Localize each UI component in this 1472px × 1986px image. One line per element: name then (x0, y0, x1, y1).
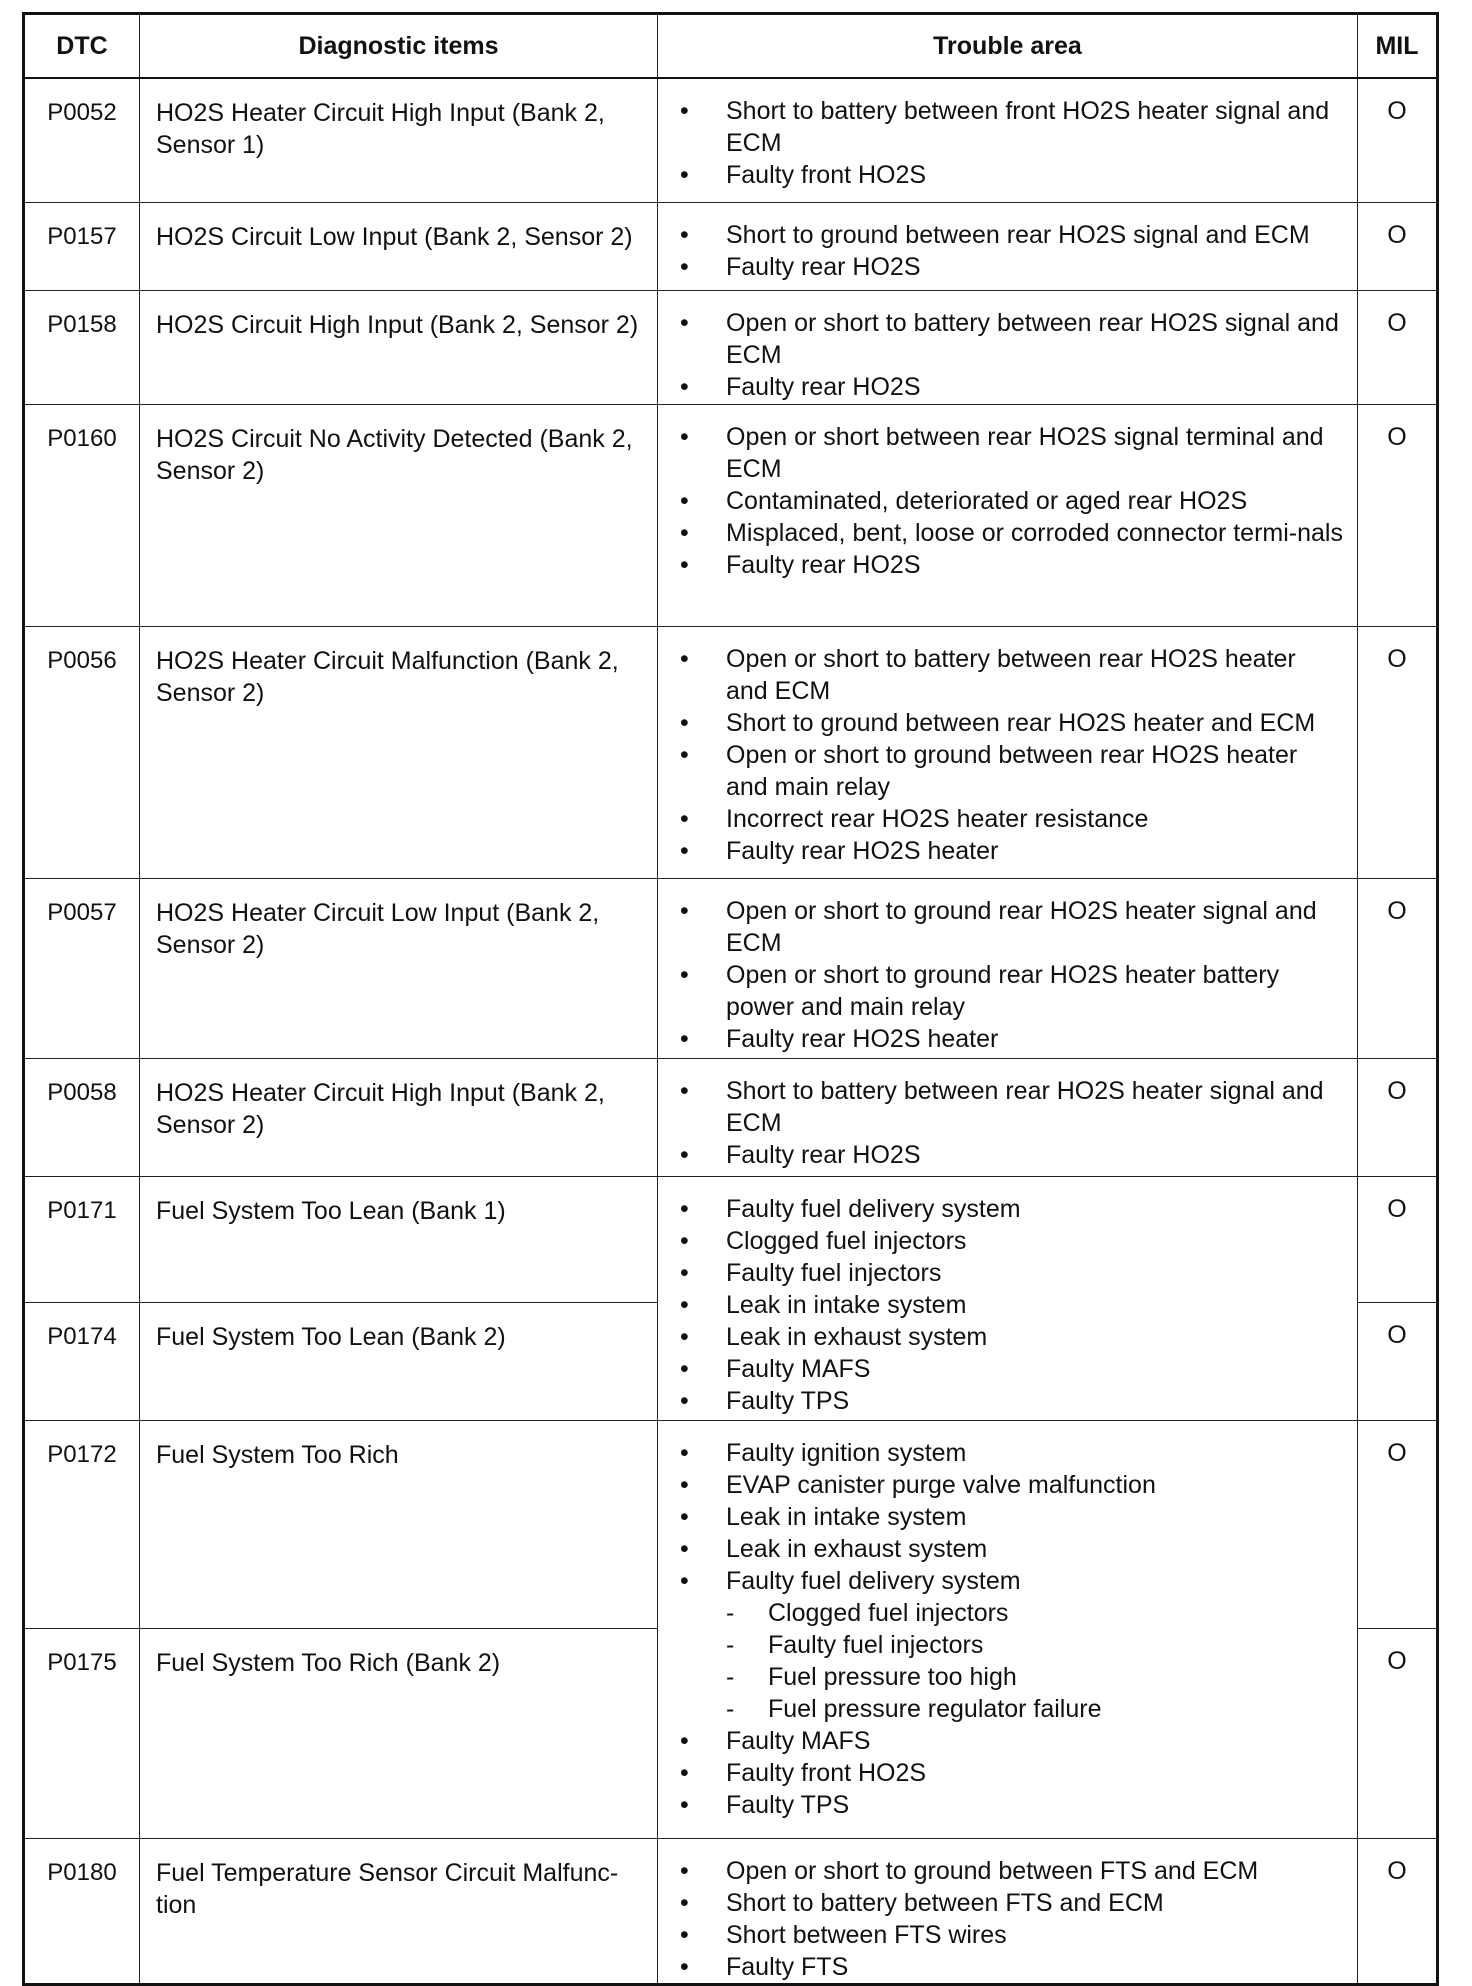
trouble-area (658, 202, 1358, 290)
table-row (24, 202, 1438, 290)
header-trouble-area: Trouble area (658, 14, 1358, 79)
diagnostic-item: Fuel Temperature Sensor Circuit Malfunc-tion (140, 1838, 658, 1984)
trouble-area (658, 626, 1358, 878)
table-row (24, 1838, 1438, 1984)
trouble-area (658, 1176, 1358, 1420)
list-item: • Misplaced, bent, loose or corroded connector termi-nals (676, 517, 1343, 549)
list-item: • Faulty fuel delivery system (676, 1193, 1343, 1225)
diagnostic-item: HO2S Circuit Low Input (Bank 2, Sensor 2) (140, 202, 658, 290)
header-row (24, 14, 1438, 79)
diagnostic-item: Fuel System Too Lean (Bank 1) (140, 1176, 658, 1302)
dtc-code: P0175 (24, 1628, 140, 1838)
sub-list-item: - Faulty fuel injectors (722, 1629, 1343, 1661)
table-row (24, 404, 1438, 626)
mil-indicator: O (1358, 878, 1438, 1058)
list-item: • Open or short to battery between rear HO2S heater and ECM (676, 643, 1343, 707)
header-diagnostic-items: Diagnostic items (140, 14, 658, 79)
trouble-area (658, 1058, 1358, 1176)
list-item: • Open or short between rear HO2S signal terminal and ECM (676, 421, 1343, 485)
trouble-area (658, 78, 1358, 202)
diagnostic-item: Fuel System Too Lean (Bank 2) (140, 1302, 658, 1420)
mil-indicator: O (1358, 1058, 1438, 1176)
list-item: • Faulty fuel delivery system (676, 1565, 1343, 1597)
list-item: • Incorrect rear HO2S heater resistance (676, 803, 1343, 835)
mil-indicator: O (1358, 1420, 1438, 1628)
dtc-code: P0172 (24, 1420, 140, 1628)
list-item: • Leak in exhaust system (676, 1533, 1343, 1565)
list-item: • Faulty front HO2S (676, 1757, 1343, 1789)
list-item: • Leak in exhaust system (676, 1321, 1343, 1353)
diagnostic-item: Fuel System Too Rich (Bank 2) (140, 1628, 658, 1838)
list-item: • Short to ground between rear HO2S signal and ECM (676, 219, 1343, 251)
dtc-table (22, 12, 1439, 1986)
list-item: • Open or short to ground rear HO2S heater battery power and main relay (676, 959, 1343, 1023)
diagnostic-item: Fuel System Too Rich (140, 1420, 658, 1628)
list-item: • Leak in intake system (676, 1501, 1343, 1533)
mil-indicator: O (1358, 626, 1438, 878)
list-item: • Short to battery between FTS and ECM (676, 1887, 1343, 1919)
dtc-code: P0180 (24, 1838, 140, 1984)
header-mil: MIL (1358, 14, 1438, 79)
list-item: • Faulty rear HO2S (676, 371, 1343, 403)
list-item: • Faulty FTS (676, 1951, 1343, 1983)
mil-indicator: O (1358, 78, 1438, 202)
table-row (24, 1420, 1438, 1628)
table-row (24, 1058, 1438, 1176)
list-item: • Faulty TPS (676, 1789, 1343, 1821)
mil-indicator: O (1358, 1628, 1438, 1838)
mil-indicator: O (1358, 1302, 1438, 1420)
diagnostic-item: HO2S Circuit No Activity Detected (Bank 2, Sensor 2) (140, 404, 658, 626)
trouble-area (658, 1838, 1358, 1984)
dtc-code: P0160 (24, 404, 140, 626)
list-item: • Short to battery between rear HO2S heater signal and ECM (676, 1075, 1343, 1139)
mil-indicator: O (1358, 202, 1438, 290)
list-item: • Open or short to ground rear HO2S heater signal and ECM (676, 895, 1343, 959)
table-row (24, 290, 1438, 404)
mil-indicator: O (1358, 404, 1438, 626)
header-dtc: DTC (24, 14, 140, 79)
diagnostic-item: HO2S Heater Circuit Low Input (Bank 2, Sensor 2) (140, 878, 658, 1058)
list-item: • Faulty MAFS (676, 1353, 1343, 1385)
list-item: • EVAP canister purge valve malfunction (676, 1469, 1343, 1501)
list-item: • Short to battery between front HO2S heater signal and ECM (676, 95, 1343, 159)
list-item: • Leak in intake system (676, 1289, 1343, 1321)
list-item: • Faulty rear HO2S heater (676, 835, 1343, 867)
sub-list-item: - Fuel pressure regulator failure (722, 1693, 1343, 1725)
list-item: • Faulty rear HO2S (676, 251, 1343, 283)
dtc-code: P0157 (24, 202, 140, 290)
dtc-code: P0052 (24, 78, 140, 202)
list-item: • Faulty rear HO2S (676, 1139, 1343, 1171)
trouble-area (658, 878, 1358, 1058)
list-item: • Faulty fuel injectors (676, 1257, 1343, 1289)
diagnostic-item: HO2S Heater Circuit High Input (Bank 2, Sensor 2) (140, 1058, 658, 1176)
list-item: • Open or short to battery between rear HO2S signal and ECM (676, 307, 1343, 371)
dtc-code: P0057 (24, 878, 140, 1058)
list-item: • Faulty ignition system (676, 1437, 1343, 1469)
list-item: • Faulty TPS (676, 1385, 1343, 1417)
dtc-code: P0174 (24, 1302, 140, 1420)
list-item: • Short between FTS wires (676, 1919, 1343, 1951)
list-item: • Contaminated, deteriorated or aged rear HO2S (676, 485, 1343, 517)
dtc-code: P0058 (24, 1058, 140, 1176)
diagnostic-item: HO2S Heater Circuit Malfunction (Bank 2, Sensor 2) (140, 626, 658, 878)
table-row (24, 878, 1438, 1058)
diagnostic-item: HO2S Heater Circuit High Input (Bank 2, Sensor 1) (140, 78, 658, 202)
diagnostic-item: HO2S Circuit High Input (Bank 2, Sensor 2) (140, 290, 658, 404)
dtc-code: P0171 (24, 1176, 140, 1302)
sub-list-item: - Fuel pressure too high (722, 1661, 1343, 1693)
list-item: • Short to ground between rear HO2S heater and ECM (676, 707, 1343, 739)
list-item: • Clogged fuel injectors (676, 1225, 1343, 1257)
trouble-area (658, 404, 1358, 626)
list-item: • Faulty rear HO2S (676, 549, 1343, 581)
table-row (24, 78, 1438, 202)
mil-indicator: O (1358, 1838, 1438, 1984)
mil-indicator: O (1358, 1176, 1438, 1302)
table-row (24, 626, 1438, 878)
trouble-area (658, 1420, 1358, 1838)
list-item: • Open or short to ground between rear HO2S heater and main relay (676, 739, 1343, 803)
list-item: • Open or short to ground between FTS and ECM (676, 1855, 1343, 1887)
trouble-area (658, 290, 1358, 404)
mil-indicator: O (1358, 290, 1438, 404)
dtc-code: P0158 (24, 290, 140, 404)
list-item: • Faulty front HO2S (676, 159, 1343, 191)
table-row (24, 1176, 1438, 1302)
sub-list-item: - Clogged fuel injectors (722, 1597, 1343, 1629)
list-item: • Faulty rear HO2S heater (676, 1023, 1343, 1055)
list-item: • Faulty MAFS (676, 1725, 1343, 1757)
dtc-code: P0056 (24, 626, 140, 878)
